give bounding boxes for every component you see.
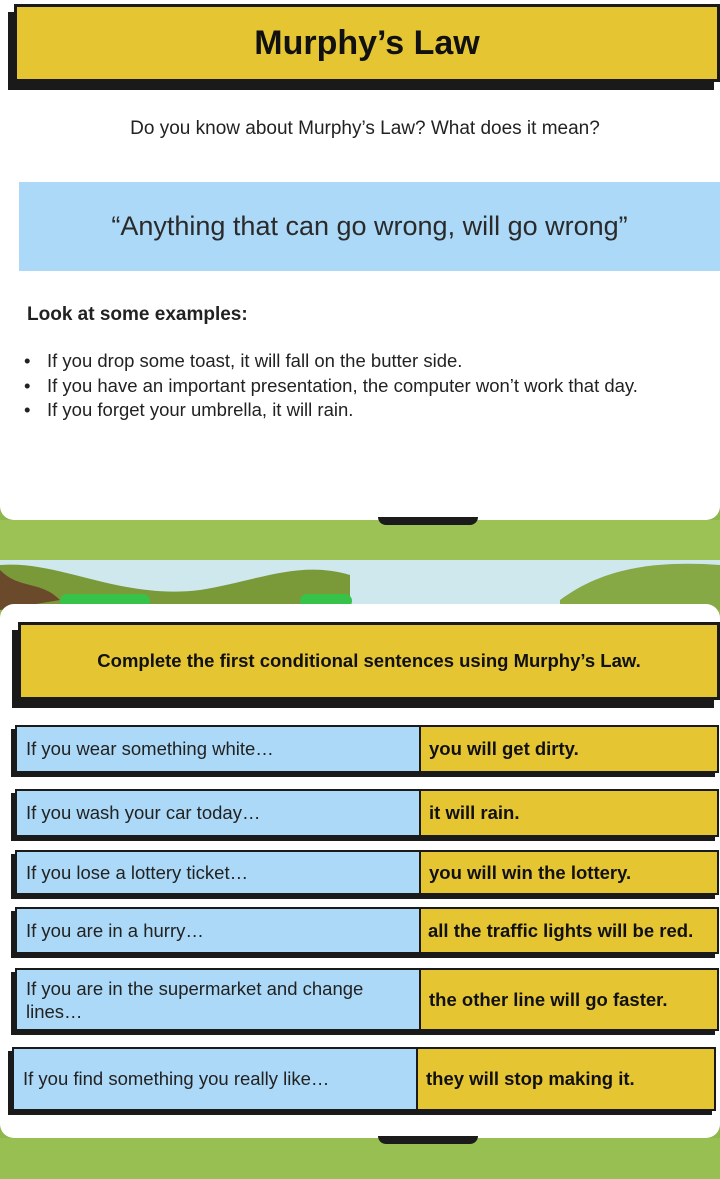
page-title: Murphy’s Law [254, 23, 480, 62]
sentence-start: If you find something you really like… [12, 1047, 418, 1111]
sentence-start: If you wash your car today… [15, 789, 421, 837]
sentence-row [15, 968, 719, 1031]
intro-question: Do you know about Murphy’s Law? What does it mean? [130, 118, 600, 139]
sentence-end: they will stop making it. [418, 1047, 716, 1111]
instruction-text: Complete the first conditional sentences using Murphy’s Law. [97, 650, 641, 671]
examples-heading: Look at some examples: [27, 304, 248, 325]
card-tab [378, 517, 478, 525]
sentence-start: If you lose a lottery ticket… [15, 850, 421, 895]
sentence-row [12, 1047, 716, 1111]
list-item: • If you have an important presentation, the computer won’t work that day. [22, 374, 638, 399]
list-item: • If you drop some toast, it will fall on the butter side. [22, 349, 638, 374]
sentence-row [15, 789, 719, 837]
card-tab [378, 1136, 478, 1144]
quote-text: “Anything that can go wrong, will go wrong” [111, 211, 628, 241]
list-item: • If you forget your umbrella, it will rain. [22, 398, 638, 423]
sentence-end: all the traffic lights will be red. [421, 907, 719, 954]
examples-list [22, 349, 638, 423]
sentence-end: you will get dirty. [421, 725, 719, 773]
title-banner [14, 4, 720, 82]
sentence-row [15, 907, 719, 954]
instruction-banner [18, 622, 720, 700]
sentence-start: If you are in a hurry… [15, 907, 421, 954]
sentence-end: the other line will go faster. [421, 968, 719, 1031]
sentence-start: If you wear something white… [15, 725, 421, 773]
sentence-start: If you are in the supermarket and change lines… [15, 968, 421, 1031]
quote-box [19, 182, 720, 271]
sentence-row [15, 725, 719, 773]
sentence-end: it will rain. [421, 789, 719, 837]
sentence-end: you will win the lottery. [421, 850, 719, 895]
sentence-row [15, 850, 719, 895]
